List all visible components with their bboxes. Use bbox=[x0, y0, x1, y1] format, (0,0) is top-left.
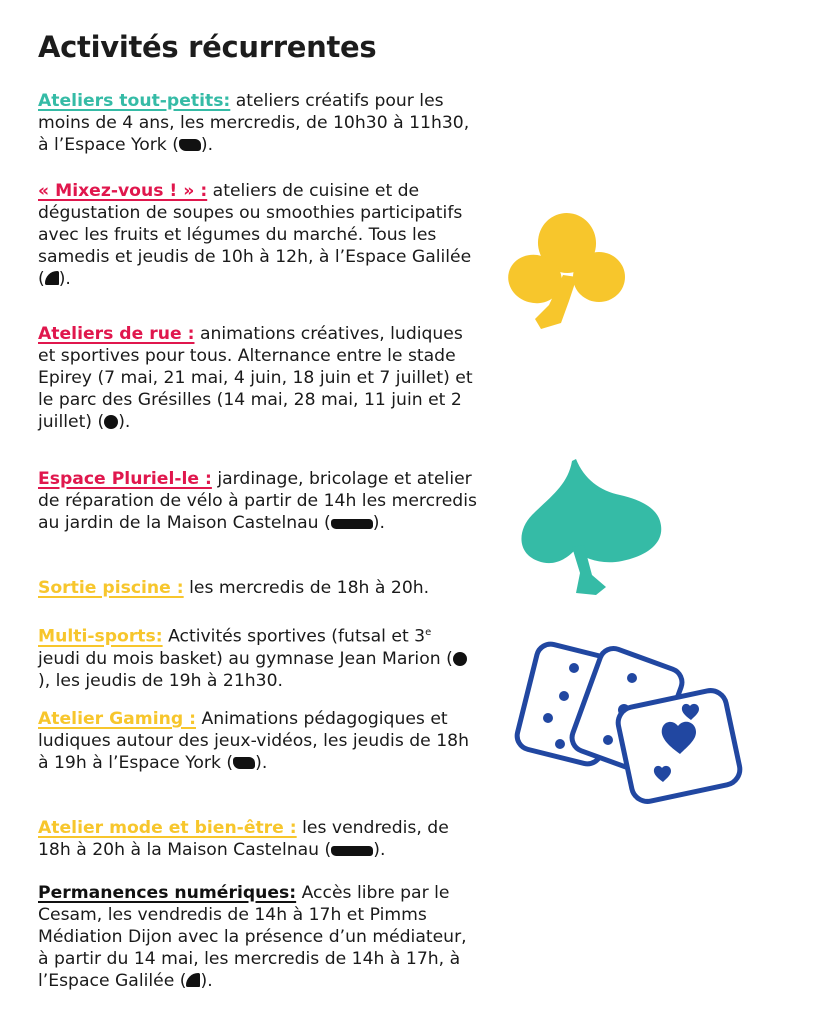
activity-ateliers-de-rue bbox=[38, 323, 478, 433]
espace-galilee-icon bbox=[45, 271, 59, 285]
activity-atelier-mode bbox=[38, 817, 478, 861]
activity-text: ateliers de cuisine et de dégustation de soupes ou smoothies participatifs avec les fruits et légumes du marché. Tous les samedis et jeudis de 10h à 12h, à l’Espace Galilée ( bbox=[38, 181, 472, 289]
activity-label: Atelier mode et bien-être : bbox=[38, 818, 297, 838]
club-icon bbox=[505, 205, 630, 335]
espace-york-icon bbox=[233, 757, 255, 769]
circle-location-icon bbox=[453, 652, 467, 666]
activity-text-end: ). bbox=[118, 412, 131, 432]
activity-atelier-gaming bbox=[38, 708, 478, 774]
activity-text-end: ), les jeudis de 19h à 21h30. bbox=[38, 670, 284, 691]
activity-text: animations créatives, ludiques et sportives pour tous. Alternance entre le stade Epirey (7 mai, 21 mai, 4 juin, 18 juin et 7 juillet) et le parc des Grésilles (14 mai, 28 mai, 11 juin et 2 juillet) ( bbox=[38, 324, 473, 432]
espace-galilee-icon bbox=[186, 973, 200, 987]
activity-text: Activités sportives (futsal et 3 bbox=[162, 626, 426, 647]
activity-text: jardinage, bricolage et atelier de réparation de vélo à partir de 14h les mercredis au jardin de la Maison Castelnau ( bbox=[38, 469, 477, 533]
activity-text-end: ). bbox=[200, 971, 213, 991]
espace-york-icon bbox=[179, 139, 201, 151]
activity-text: les mercredis de 18h à 20h. bbox=[183, 578, 430, 598]
activity-permanences-numeriques bbox=[38, 882, 478, 992]
activity-text-end: ). bbox=[255, 753, 268, 773]
activity-text: Accès libre par le Cesam, les vendredis de 14h à 17h et Pimms Médiation Dijon avec la présence d’un médiateur, à partir du 14 mai, les mercredis de 14h à 17h, à l’Espace Galilée ( bbox=[38, 883, 467, 991]
activity-text-end: ). bbox=[200, 135, 214, 155]
activity-text: Animations pédagogiques et ludiques autour des jeux-vidéos, les jeudis de 18h à 19h à l’Espace York ( bbox=[38, 709, 469, 773]
maison-castelnau-icon bbox=[331, 846, 373, 856]
spade-icon bbox=[510, 455, 670, 600]
activity-label: Ateliers tout-petits: bbox=[38, 91, 231, 111]
circle-location-icon bbox=[104, 415, 118, 429]
page-title: Activités récurrentes bbox=[38, 30, 377, 64]
activity-label: Sortie piscine : bbox=[38, 578, 184, 598]
activity-multi-sports bbox=[38, 622, 478, 692]
superscript: e bbox=[425, 627, 432, 638]
activity-label: Espace Pluriel-le : bbox=[38, 469, 212, 489]
activity-label: Atelier Gaming : bbox=[38, 709, 196, 729]
activity-text-end: ). bbox=[372, 513, 385, 533]
activity-label: Multi-sports: bbox=[38, 626, 163, 647]
activity-sortie-piscine bbox=[38, 577, 478, 599]
activity-label: Permanences numériques: bbox=[38, 883, 297, 903]
maison-castelnau-icon bbox=[331, 519, 373, 529]
activity-text-b: jeudi du mois basket) au gymnase Jean Marion ( bbox=[38, 648, 453, 669]
activity-espace-pluriel-le bbox=[38, 468, 478, 534]
activity-label: « Mixez-vous ! » : bbox=[38, 181, 208, 201]
activity-text-end: ). bbox=[373, 840, 386, 860]
activity-ateliers-tout-petits bbox=[38, 90, 478, 156]
activity-text-end: ). bbox=[58, 269, 71, 289]
activity-text: ateliers créatifs pour les moins de 4 ans, les mercredis, de 10h30 à 11h30, à l’Espace York ( bbox=[38, 91, 470, 155]
activity-text: les vendredis, de 18h à 20h à la Maison Castelnau ( bbox=[38, 818, 449, 860]
playing-cards-icon bbox=[512, 640, 752, 810]
activity-mixez-vous bbox=[38, 180, 478, 290]
activity-label: Ateliers de rue : bbox=[38, 324, 195, 344]
